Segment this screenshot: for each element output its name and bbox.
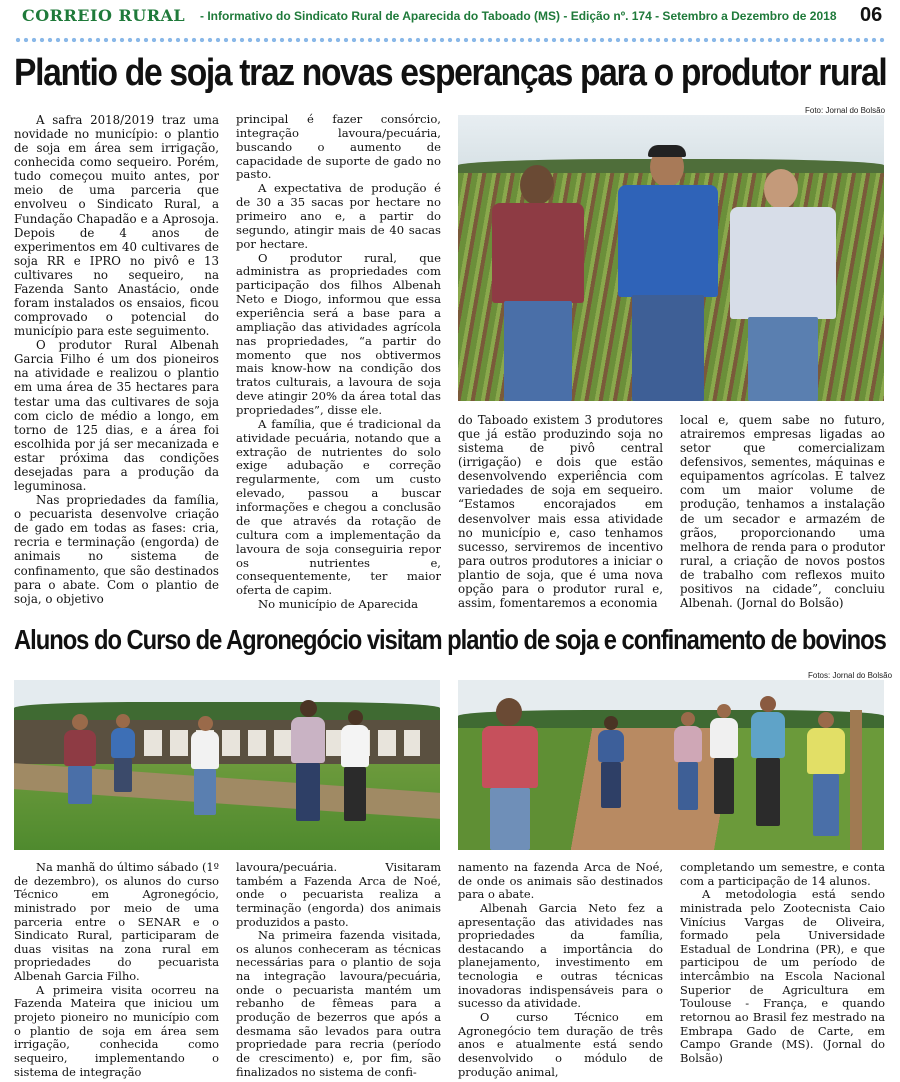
paragraph: do Taboado existem 3 produtores que já estão produzindo soja no sistema de pivô central (irrigação) e dois que estão desenvolvendo experiência com variedades de soja em sequeiro. “Estamos encorajados em desenvolver mais essa atividade no município e, caso tenhamos sucesso, serviremos de incentivo para outros produtores a iniciar o plantio de soja, que é uma nova opção para o produtor rural e, assim, fomentaremos a economia: [458, 413, 663, 611]
article1-column-2: [236, 113, 441, 611]
paragraph: lavoura/pecuária. Visitaram também a Fazenda Arca de Noé, onde o pecuarista realiza a terminação (engorda) dos animais produzidos a pasto.: [236, 861, 441, 929]
article2-column-3: [458, 861, 663, 1081]
paragraph: No município de Aparecida: [258, 597, 419, 611]
article1-photo-credit: Foto: Jornal do Bolsão: [805, 106, 886, 115]
page-number: 06: [860, 4, 883, 26]
article2-photo-soy-field-visit: [458, 680, 884, 850]
paragraph: O produtor rural, que administra as propriedades com participação dos filhos Albenah Neto e Diogo, informou que essa experiência será a base para a ampliação das atividades agrícola nas propriedades, “a partir do momento que nos obtivermos mais know-how na condição dos tratos culturais, a lavoura de soja deve atingir 20% da área total das propriedades”, disse ele.: [236, 250, 441, 418]
article1-photo-three-men-in-soy-field: [458, 115, 884, 401]
article2-column-4: [680, 861, 885, 1081]
paragraph: O curso Técnico em Agronegócio tem duração de três anos e atualmente está sendo desenvolvido o módulo de produção animal,: [458, 1010, 663, 1079]
paragraph: Albenah Garcia Neto fez a apresentação das atividades nas propriedades da família, destacando a importância do planejamento, investimento em tecnologia e outras técnicas inovadoras indispensáveis para o sucesso da atividade.: [458, 900, 663, 1011]
paragraph: Na primeira fazenda visitada, os alunos conheceram as técnicas necessárias para o plantio de soja na integração lavoura/pecuária, onde o pecuarista mantém um rebanho de fêmeas para a produção de bezerros que após a desmama são levados para outra propriedade para recria (período de crescimento) e, por fim, são finalizados no sistema de confi-: [236, 928, 441, 1079]
paragraph: Nas propriedades da família, o pecuarista desenvolve criação de gado em todas as fases: cria, recria e terminação (engorda) de animais no sistema de confinamento, que são destinados para o abate. Com o plantio de soja, o objetivo: [14, 493, 219, 606]
article1-column-1: [14, 113, 219, 611]
paragraph: completando um semestre, e conta com a participação de 14 alunos.: [680, 861, 885, 888]
paragraph: O produtor Rural Albenah Garcia Filho é um dos pioneiros na atividade e realizou o plantio em uma área de 35 hectares para testar uma das cultivares de soja com ciclo de médio a longo, em torno de 125 dias, e a área foi escolhida por já ser mecanizada e estar próxima das condições desejadas para a produção da leguminosa.: [14, 338, 219, 494]
article2-photo-credit: Fotos: Jornal do Bolsão: [808, 671, 893, 680]
dotted-divider: [14, 36, 886, 44]
article2-column-1: [14, 861, 219, 1081]
paragraph: A primeira visita ocorreu na Fazenda Mateira que iniciou um projeto pioneiro no município com o plantio de soja em área sem irrigação, conhecida como sequeiro, implementando o sistema de integração: [14, 982, 219, 1079]
article2-photo-cattle-confinement-visit: [14, 680, 440, 850]
article1-headline: Plantio de soja traz novas esperanças para o produtor rural: [14, 52, 887, 94]
paragraph: A família, que é tradicional da atividade pecuária, notando que a extração de nutrientes do solo exige adubação e correção regularmente, com um custo elevado, passou a buscar informações e chegou a conclusão de que através da rotação de cultura com a implementação da lavoura de soja conseguiria repor os nutrientes e, consequentemente, ter maior oferta de capim.: [236, 416, 441, 598]
paragraph: namento na fazenda Arca de Noé, de onde os animais são destinados para o abate.: [458, 861, 663, 902]
edition-tagline: - Informativo do Sindicato Rural de Aparecida do Taboado (MS) - Edição nº. 174 - Setembro a Dezembro de 2018: [200, 9, 837, 23]
paragraph: A safra 2018/2019 traz uma novidade no município: o plantio de soja em área sem irrigação, conhecida como sequeiro. Porém, tudo começou muito antes, por meio de uma parceria que envolveu o Sindicato Rural, a Fundação Chapadão e a Aprosoja. Depois de 4 anos de experimentos em 40 cultivares de soja RR e IPRO no pivô e 13 cultivares no sequeiro, na Fazenda Santo Anastácio, onde foram instalados os ensaios, ficou comprovado o potencial do município para este seguimento.: [14, 113, 219, 339]
paragraph: Na manhã do último sábado (1º de dezembro), os alunos do curso Técnico em Agronegócio, ministrado por meio de uma parceria entre o SENAR e o Sindicato Rural, participaram de duas visitas na zona rural em propriedades do pecuarista Albenah Garcia Filho.: [14, 861, 219, 984]
paragraph: A expectativa de produção é de 30 a 35 sacas por hectare no primeiro ano e, a partir do segundo, atingir mais de 40 sacas por hectare.: [236, 181, 441, 251]
article2-headline: Alunos do Curso de Agronegócio visitam plantio de soja e confinamento de bovinos: [14, 624, 886, 655]
article1-column-4: [680, 413, 885, 611]
masthead: CORREIO RURAL: [22, 6, 186, 25]
paragraph: principal é fazer consórcio, integração lavoura/pecuária, buscando o aumento de capacidade de suporte de gado no pasto.: [236, 113, 441, 182]
paragraph: local e, quem sabe no futuro, atrairemos empresas ligadas ao setor que comercializam defensivos, sementes, máquinas e equipamentos agrícolas. E talvez com um maior volume de produção, tenhamos a instalação de um secador e armazém de grãos, proporcionando uma melhora de renda para o produtor rural, a criação de novos postos de trabalho com reflexos muito positivos na cidade”, concluiu Albenah. (Jornal do Bolsão): [680, 413, 885, 611]
article1-column-3: [458, 413, 663, 611]
article2-column-2: [236, 861, 441, 1081]
paragraph: A metodologia está sendo ministrada pelo Zootecnista Caio Vinícius Vargas de Oliveira, formado pela Universidade Estadual de Londrina (PR), e que participou de um período de intercâmbio na Escola Nacional Superior de Agricultura em Toulouse - França, e quando retornou ao Brasil fez mestrado na Embrapa Gado de Carte, em Campo Grande (MS). (Jornal do Bolsão): [680, 887, 885, 1065]
page-header: [0, 0, 900, 34]
